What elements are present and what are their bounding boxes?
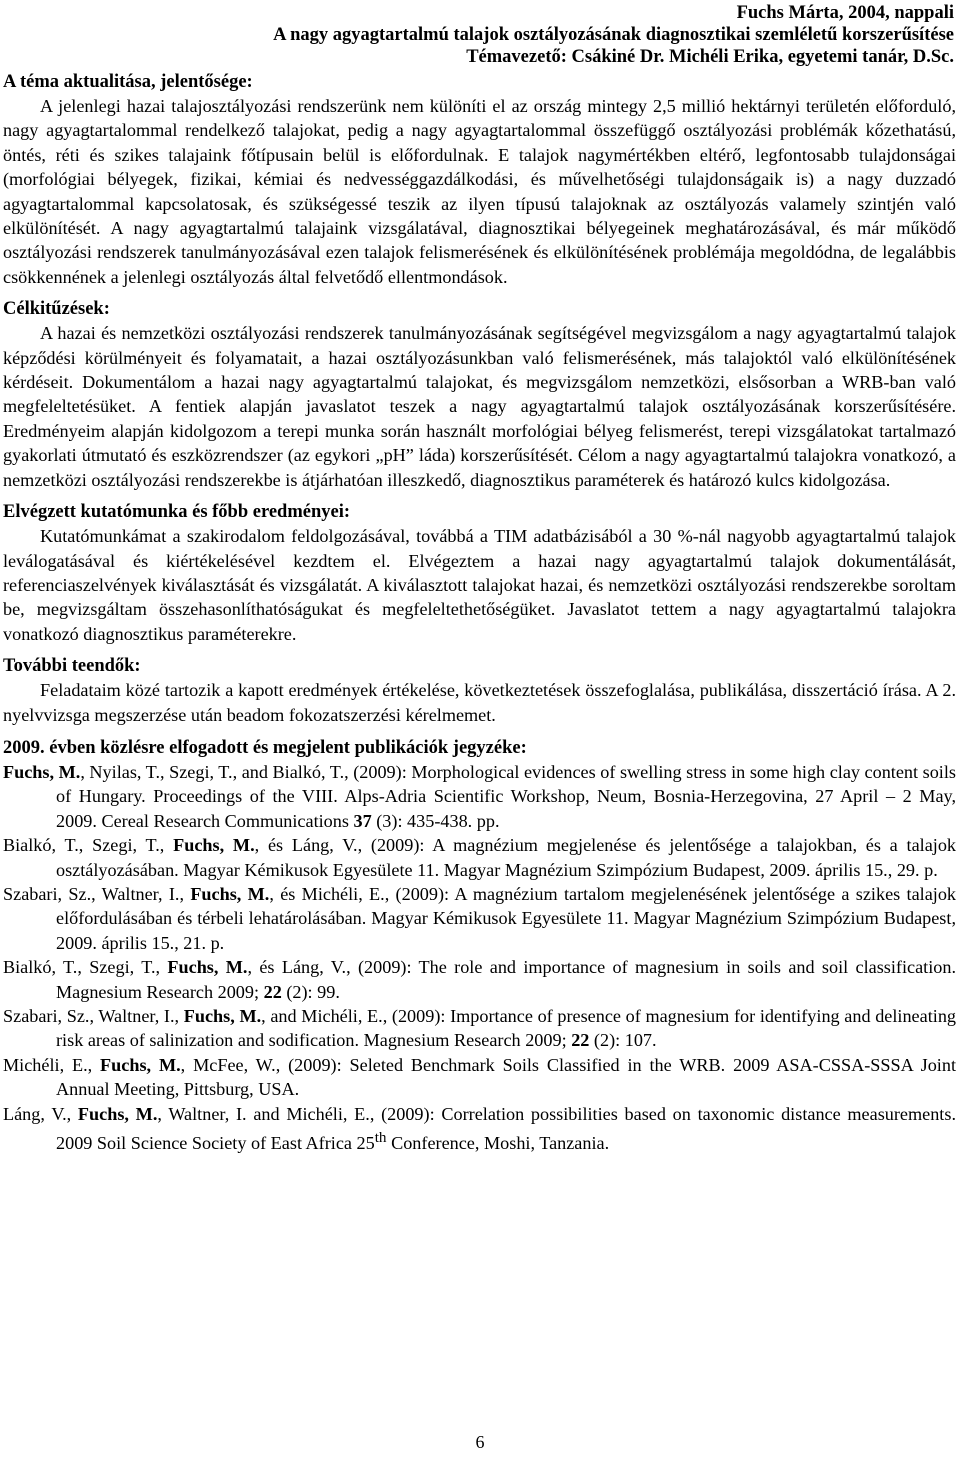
pub-pages: (3): 435-438. pp. <box>371 810 500 831</box>
pub-authors-before: Szabari, Sz., Waltner, I., <box>3 1006 184 1026</box>
pub-citation: , McFee, W., (2009): Seleted Benchmark Soils Classified in the WRB. 2009 ASA-CSSA-SSSA Joint Annual Meeting, Pittsburg, USA. <box>56 1054 957 1100</box>
publication-item <box>3 1004 956 1053</box>
document-page <box>3 0 956 1156</box>
section-text-results: Kutatómunkámat a szakirodalom feldolgozásával, továbbá a TIM adatbázisából a 30 %-nál nagyobb agyagtartalmú talajok leválogatásával és kiértékelésével kezdtem el. Elvégeztem a hazai nagy agyagtartalmú talajok dokumentálását, referenciaszelvények kiválasztását és vizsgálatát. A kiválasztott talajokat hazai, és nemzetközi osztályozási rendszerekbe soroltam be, megvizsgáltam összehasonlíthatóságukat és megfeleltethetőségüket. Javaslatot tettem a nagy agyagtartalmú talajokra vonatkozó diagnosztikus paraméterekre. <box>3 526 956 644</box>
pub-authors-before: Szabari, Sz., Waltner, I., <box>3 883 191 904</box>
publication-list <box>3 760 956 1156</box>
pub-pages: (2): 99. <box>281 981 340 1002</box>
thesis-title: A nagy agyagtartalmú talajok osztályozásának diagnosztikai szemléletű korszerűsítése <box>273 25 954 45</box>
publication-item <box>3 1053 956 1102</box>
pub-volume: 22 <box>263 981 282 1002</box>
pub-author-highlight: Fuchs, M. <box>3 761 81 782</box>
pub-author-highlight: Fuchs, M. <box>167 957 248 978</box>
pub-superscript: th <box>374 1129 387 1147</box>
publication-item <box>3 882 956 955</box>
document-header <box>3 0 956 68</box>
pub-volume: 22 <box>571 1030 590 1051</box>
section-title-objectives: Célkitűzések: <box>3 299 110 320</box>
section-text-relevance: A jelenlegi hazai talajosztályozási rendszerünk nem különíti el az ország mintegy 2,5 millió hektárnyi területén előforduló, nagy agyagtartalommal rendelkező talajokat, pedig a nagy agyagtartalommal összefüggő osztályozási problémák kőzethatású, öntés, réti és szikes talajaink főtípusain belül is előfordulnak. E talajok nagymértékben eltérő, legfontosabb tulajdonságai (morfológiai bélyegek, fizikai, kémiai és nedvességgazdálkodási, és művelhetőségi tulajdonságaik is) a nagy duzzadó agyagtartalommal kapcsolatosak, és szükségessé teszik az ilyen típusú talajoknak az osztályozás valamely szintjén való elkülönítését. A nagy agyagtartalmú talajaink vizsgálatával, diagnosztikai bélyegeinek meghatározásával, és már működő osztályozási rendszerek tanulmányozásával ezen talajok felismerésének és elkülönítésének problémája megoldódna, de legalábbis csökkennének a jelenlegi osztályozás által felvetődő ellentmondások. <box>3 96 956 287</box>
pub-citation: , Nyilas, T., Szegi, T., and Bialkó, T., (2009): Morphological evidences of swelling stress in some high clay content soils of Hungary. Proceedings of the VIII. Alps-Adria Scientific Workshop, Neum, Bosnia-Herzegovina, 27 April – 2 May, 2009. Cereal Research Communications <box>56 761 956 831</box>
pub-citation-end: Conference, Moshi, Tanzania. <box>386 1133 610 1154</box>
section-title-relevance: A téma aktualitása, jelentősége: <box>3 72 253 92</box>
pub-volume: 37 <box>353 810 372 831</box>
section-text-objectives: A hazai és nemzetközi osztályozási rendszerek tanulmányozásának segítségével megvizsgálom a nagy agyagtartalmú talajok képződési körülményeit és folyamatait, a hazai osztályozásunkban való felismerésének, más talajoktól való elkülönítésének kérdéseit. Dokumentálom a hazai nagy agyagtartalmú talajokat, és megvizsgálom nemzetközi, elsősorban a WRB-ban való megfeleltetésüket. A fentiek alapján javaslatot teszek a nagy agyagtartalmú talajok osztályozásának korszerűsítésére. Eredményeim alapján kidolgozom a terepi munka során használt morfológiai bélyeg felismerést, terepi vizsgálatokat tartalmazó gyakorlati útmutató és eszközrendszer (az egykori „pH” láda) korszerűsítését. Célom a nagy agyagtartalmú talajokra vonatkozó, a nemzetközi osztályozási rendszerekbe is átjárhatóan illeszkedő, diagnosztikus paraméterek és határozó kulcs kidolgozása. <box>3 323 956 490</box>
pub-authors-before: Láng, V., <box>3 1103 78 1124</box>
pub-citation: , és Láng, V., (2009): A magnézium megjelenése és jelentősége a talajokban, és a talajok osztályozásában. Magyar Kémikusok Egyesülete 11. Magyar Magnézium Szimpózium Budapest, 2009. április 15., 29. p. <box>56 835 957 880</box>
pub-authors-before: Bialkó, T., Szegi, T., <box>3 957 168 978</box>
pub-author-highlight: Fuchs, M. <box>173 835 255 856</box>
pub-author-highlight: Fuchs, M. <box>183 1006 262 1026</box>
supervisor-line: Témavezető: Csákiné Dr. Michéli Erika, egyetemi tanár, D.Sc. <box>466 47 954 67</box>
pub-author-highlight: Fuchs, M. <box>190 883 270 904</box>
pub-authors-before: Bialkó, T., Szegi, T., <box>3 835 174 856</box>
pub-author-highlight: Fuchs, M. <box>100 1054 181 1075</box>
section-title-next-tasks: További teendők: <box>3 656 141 677</box>
section-title-results: Elvégzett kutatómunka és főbb eredményei: <box>3 502 351 523</box>
section-text-next-tasks: Feladataim közé tartozik a kapott eredmények értékelése, következtetések összefoglalása, publikálása, disszertáció írása. A 2. nyelvvizsga megszerzése után beadom fokozatszerzési kérelmemet. <box>3 680 956 725</box>
pub-authors-before: Michéli, E., <box>3 1054 101 1075</box>
pub-citation: , és Michéli, E., (2009): A magnézium tartalom megjelenésének jelentősége a szikes talajok előfordulásában és térbeli lehatárolásában. Magyar Kémikusok Egyesülete 11. Magyar Magnézium Szimpózium Budapest, 2009. április 15., 21. p. <box>56 883 957 953</box>
publication-item <box>3 833 956 882</box>
pub-citation: , Waltner, I. and Michéli, E., (2009): Correlation possibilities based on taxonomic distance measurements. 2009 Soil Science Society of East Africa 25 <box>56 1103 956 1154</box>
publication-item <box>3 1102 956 1156</box>
pub-citation: , and Michéli, E., (2009): Importance of presence of magnesium for identifying and delineating risk areas of salinization and sodification. Magnesium Research 2009; <box>56 1006 957 1051</box>
pub-author-highlight: Fuchs, M. <box>77 1103 158 1124</box>
pub-pages: (2): 107. <box>589 1030 657 1051</box>
publication-item <box>3 955 956 1004</box>
publication-item <box>3 760 956 833</box>
publications-title: 2009. évben közlésre elfogadott és megjelent publikációk jegyzéke: <box>3 737 527 758</box>
author-line: Fuchs Márta, 2004, nappali <box>736 3 954 23</box>
page-number: 6 <box>475 1432 485 1452</box>
pub-citation: , és Láng, V., (2009): The role and importance of magnesium in soils and soil classification. Magnesium Research 2009; <box>56 957 957 1002</box>
